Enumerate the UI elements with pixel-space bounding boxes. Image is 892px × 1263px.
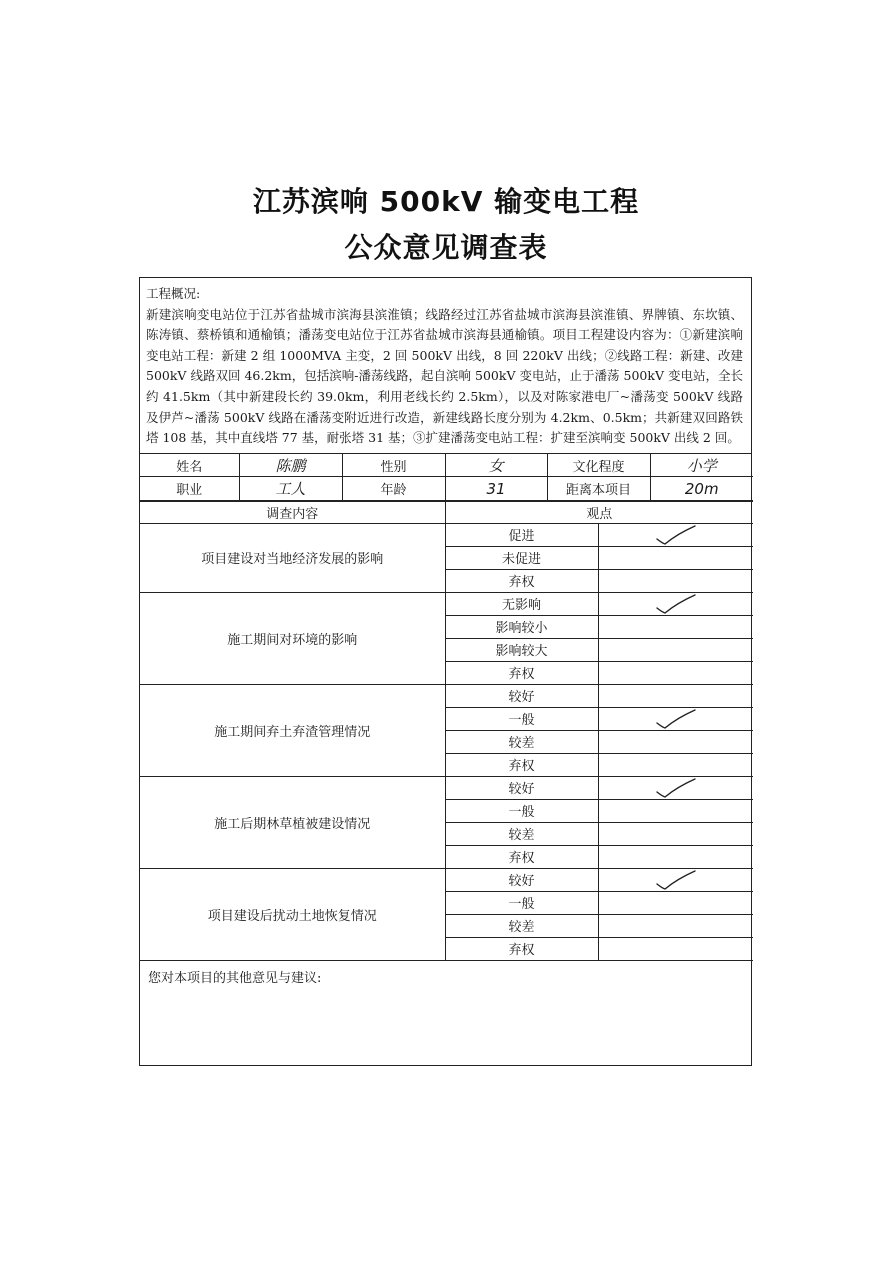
survey-check-cell[interactable] [598,546,753,569]
survey-topic: 施工后期林草植被建设情况 [140,776,445,868]
survey-option-label: 弃权 [445,569,598,592]
distance-field[interactable]: 20m [650,477,753,501]
content-header: 调查内容 [140,501,445,523]
survey-check-cell[interactable] [598,868,753,891]
survey-check-cell[interactable] [598,523,753,546]
survey-option-label: 弃权 [445,753,598,776]
respondent-info-table [140,454,753,501]
survey-check-cell[interactable] [598,753,753,776]
form-title-line1: 江苏滨响 500kV 输变电工程 [252,185,640,218]
survey-option-label: 弃权 [445,661,598,684]
survey-option-row [140,684,753,707]
name-field[interactable]: 陈鹏 [239,454,342,477]
education-field[interactable]: 小学 [650,454,753,477]
survey-check-cell[interactable] [598,730,753,753]
survey-option-label: 较差 [445,914,598,937]
survey-check-cell[interactable] [598,845,753,868]
survey-option-label: 弃权 [445,937,598,960]
name-label: 姓名 [140,454,239,477]
survey-option-row [140,523,753,546]
survey-check-cell[interactable] [598,891,753,914]
survey-option-label: 较差 [445,730,598,753]
survey-option-label: 影响较小 [445,615,598,638]
survey-form [139,277,752,1066]
survey-table [140,501,753,961]
survey-check-cell[interactable] [598,592,753,615]
survey-option-label: 无影响 [445,592,598,615]
survey-option-label: 较好 [445,684,598,707]
survey-check-cell[interactable] [598,638,753,661]
project-overview [140,278,751,454]
survey-topic: 施工期间对环境的影响 [140,592,445,684]
survey-check-cell[interactable] [598,776,753,799]
survey-option-row [140,776,753,799]
survey-option-label: 一般 [445,891,598,914]
survey-option-label: 较差 [445,822,598,845]
survey-check-cell[interactable] [598,569,753,592]
checkmark-icon [653,593,699,615]
survey-check-cell[interactable] [598,799,753,822]
survey-option-row [140,868,753,891]
job-field[interactable]: 工人 [239,477,342,501]
gender-label: 性别 [342,454,445,477]
survey-topic: 项目建设对当地经济发展的影响 [140,523,445,592]
gender-field[interactable]: 女 [445,454,547,477]
survey-option-label: 较好 [445,776,598,799]
checkmark-icon [653,869,699,891]
survey-check-cell[interactable] [598,661,753,684]
survey-check-cell[interactable] [598,937,753,960]
checkmark-icon [653,777,699,799]
job-label: 职业 [140,477,239,501]
checkmark-icon [653,708,699,730]
survey-check-cell[interactable] [598,707,753,730]
overview-text: 新建滨响变电站位于江苏省盐城市滨海县滨淮镇；线路经过江苏省盐城市滨海县滨淮镇、界牌镇、东坎镇、陈涛镇、蔡桥镇和通榆镇；潘荡变电站位于江苏省盐城市滨海县通榆镇。项目工程建设内容为：①新建滨响变电站工程：新建 2 组 1000MVA 主变，2 回 500kV 出线，8 回 220kV 出线；②线路工程：新建、改建 500kV 线路双回 46.2km，包括滨响-潘荡线路，起自滨响 500kV 变电站，止于潘荡 500kV 变电站，全长约 41.5km（其中新建段长约 39.0km，利用老线长约 2.5km），以及对陈家港电厂~潘荡变 500kV 线路及伊芦~潘荡 500kV 线路在潘荡变附近进行改造，新建线路长度分别为 4.2km、0.5km；共新建双回路铁塔 108 基，其中直线塔 77 基，耐张塔 31 基；③扩建潘荡变电站工程：扩建至滨响变 500kV 出线 2 回。 [146,306,743,446]
age-label: 年龄 [342,477,445,501]
survey-option-label: 较好 [445,868,598,891]
survey-option-row [140,592,753,615]
form-title-line2: 公众意见调查表 [344,231,548,264]
survey-option-label: 促进 [445,523,598,546]
survey-option-label: 未促进 [445,546,598,569]
opinion-label: 您对本项目的其他意见与建议: [148,970,322,986]
survey-option-label: 影响较大 [445,638,598,661]
education-label: 文化程度 [547,454,650,477]
survey-check-cell[interactable] [598,914,753,937]
opinion-header: 观点 [445,501,753,523]
overview-label: 工程概况: [146,286,201,301]
opinion-section [140,961,751,1065]
survey-option-label: 一般 [445,707,598,730]
survey-check-cell[interactable] [598,615,753,638]
survey-option-label: 弃权 [445,845,598,868]
distance-label: 距离本项目 [547,477,650,501]
survey-topic: 施工期间弃土弃渣管理情况 [140,684,445,776]
survey-check-cell[interactable] [598,822,753,845]
survey-check-cell[interactable] [598,684,753,707]
age-field[interactable]: 31 [445,477,547,501]
checkmark-icon [653,524,699,546]
survey-topic: 项目建设后扰动土地恢复情况 [140,868,445,960]
survey-option-label: 一般 [445,799,598,822]
